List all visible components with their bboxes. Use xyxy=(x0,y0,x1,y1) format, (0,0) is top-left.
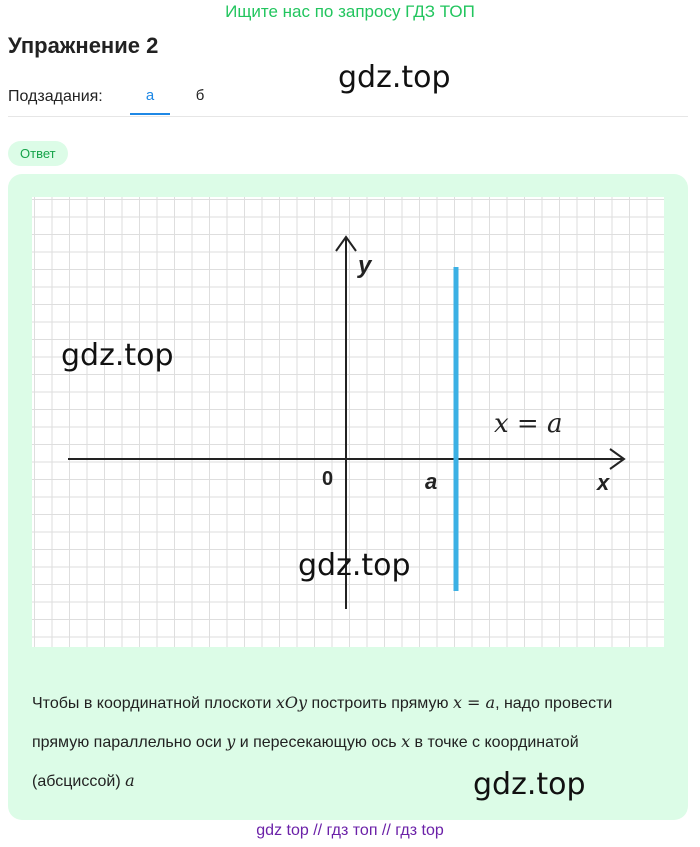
math-xOy: xOy xyxy=(275,693,308,712)
y-axis-label: y xyxy=(358,252,372,279)
answer-text-part4: и пересекающую ось xyxy=(235,734,402,751)
answer-text-part3: , надо провести прямую параллельно оси xyxy=(32,695,613,751)
answer-badge: Ответ xyxy=(8,141,68,166)
origin-label: 0 xyxy=(322,468,334,490)
watermark-top: gdz.top xyxy=(338,60,451,95)
answer-text-part1: Чтобы в координатной плоскоти xyxy=(32,695,276,712)
watermark-left: gdz.top xyxy=(61,338,174,373)
top-banner: Ищите нас по запросу ГДЗ ТОП xyxy=(225,2,475,21)
x-axis-label: x xyxy=(597,470,610,495)
answer-text-part5: в точке с координатой (абсциссой) xyxy=(32,734,579,790)
math-a: a xyxy=(125,771,135,790)
answer-text-part2: построить прямую xyxy=(307,695,453,712)
a-label: a xyxy=(425,469,438,494)
subtask-tab-a[interactable]: а xyxy=(130,86,170,115)
footer-links[interactable]: gdz top // гдз топ // гдз top xyxy=(256,822,444,839)
watermark-bottom: gdz.top xyxy=(473,767,586,802)
equation-label: x = a xyxy=(494,409,563,439)
subtask-tab-b[interactable]: б xyxy=(195,87,205,104)
watermark-center: gdz.top xyxy=(298,548,411,583)
subtasks-label: Подзадания: xyxy=(8,88,103,105)
answer-card xyxy=(8,174,688,820)
math-y: y xyxy=(226,732,236,751)
math-x: x xyxy=(401,732,411,751)
page-title: Упражнение 2 xyxy=(8,33,159,58)
math-x-equals-a: x = a xyxy=(452,693,496,712)
